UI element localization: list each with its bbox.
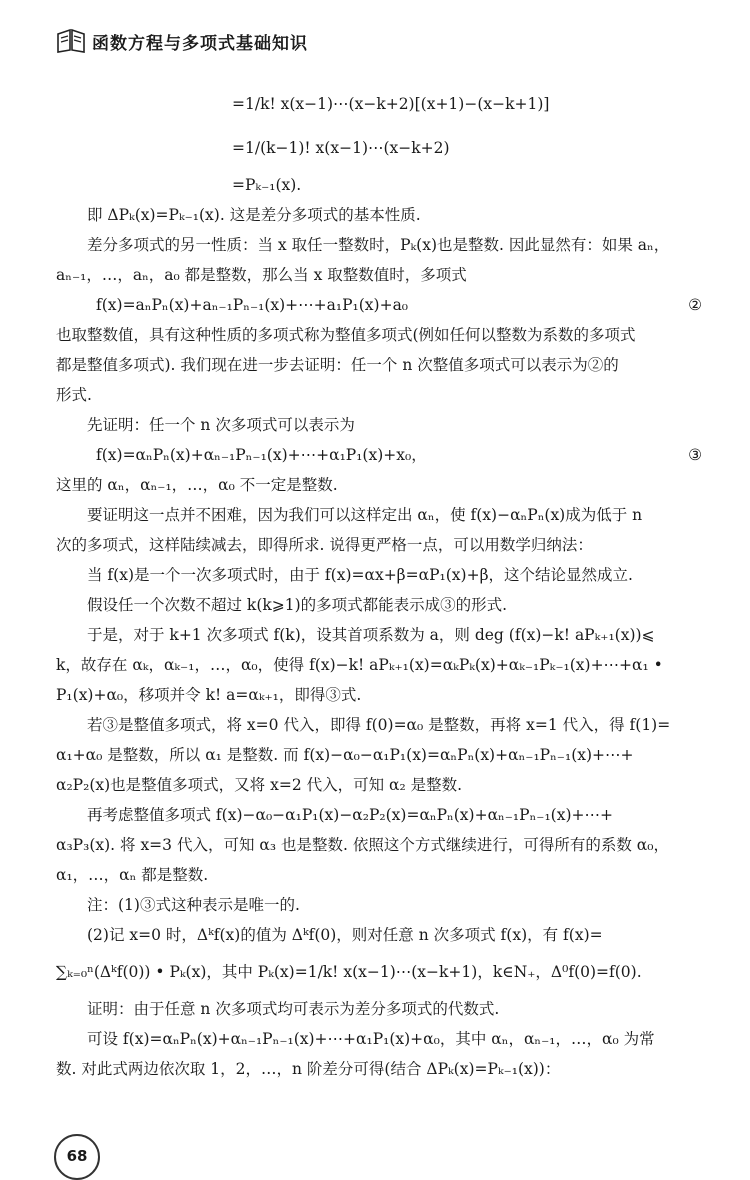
- line-text: 差分多项式的另一性质：当 x 取任一整数时，Pₖ(x)也是整数. 因此显然有：如果 aₙ，: [87, 236, 670, 254]
- line-text: =Pₖ₋₁(x).: [232, 176, 302, 194]
- equation-number: ③: [688, 446, 702, 464]
- text-line: [56, 830, 704, 860]
- text-line: [56, 1024, 704, 1054]
- line-text: 可设 f(x)=αₙPₙ(x)+αₙ₋₁Pₙ₋₁(x)+⋯+α₁P₁(x)+α₀，其中 αₙ，αₙ₋₁，…，α₀ 为常: [87, 1030, 655, 1048]
- line-text: 这里的 αₙ，αₙ₋₁，…，α₀ 不一定是整数.: [56, 476, 338, 494]
- text-line: [56, 770, 704, 800]
- line-text: 先证明：任一个 n 次多项式可以表示为: [87, 416, 355, 434]
- page-body: [56, 82, 704, 1084]
- text-line: [56, 380, 704, 410]
- line-text: ∑ₖ₌₀ⁿ(Δᵏf(0)) • Pₖ(x)，其中 Pₖ(x)=1/k! x(x−1)⋯(x−k+1)，k∈N₊，Δ⁰f(0)=f(0).: [56, 963, 642, 981]
- text-line: [56, 590, 704, 620]
- text-line: [56, 800, 704, 830]
- line-text: aₙ₋₁，…，aₙ，a₀ 都是整数，那么当 x 取整数值时，多项式: [56, 266, 467, 284]
- line-text: 于是，对于 k+1 次多项式 f(k)，设其首项系数为 a，则 deg (f(x)−k! aPₖ₊₁(x))⩽: [87, 626, 655, 644]
- text-line: [56, 200, 704, 230]
- text-line: [56, 260, 704, 290]
- line-text: k，故存在 αₖ，αₖ₋₁，…，α₀，使得 f(x)−k! aPₖ₊₁(x)=αₖPₖ(x)+αₖ₋₁Pₖ₋₁(x)+⋯+α₁ •: [56, 656, 663, 674]
- text-line: [56, 530, 704, 560]
- text-line: [56, 680, 704, 710]
- text-line: [56, 170, 704, 200]
- line-text: f(x)=αₙPₙ(x)+αₙ₋₁Pₙ₋₁(x)+⋯+α₁P₁(x)+x₀，: [96, 446, 427, 464]
- text-line: [56, 890, 704, 920]
- equation-number: ②: [688, 296, 702, 314]
- text-line: [56, 230, 704, 260]
- line-text: 次的多项式，这样陆续减去，即得所求. 说得更严格一点，可以用数学归纳法：: [56, 536, 593, 554]
- text-line: [56, 290, 704, 320]
- line-text: P₁(x)+α₀，移项并令 k! a=αₖ₊₁，即得③式.: [56, 686, 362, 704]
- line-text: 证明：由于任意 n 次多项式均可表示为差分多项式的代数式.: [87, 1000, 500, 1018]
- line-text: 注：(1)③式这种表示是唯一的.: [87, 896, 300, 914]
- text-line: [56, 500, 704, 530]
- book-logo-icon: [56, 28, 86, 54]
- line-text: 都是整值多项式). 我们现在进一步去证明：任一个 n 次整值多项式可以表示为②的: [56, 356, 619, 374]
- text-line: [56, 920, 704, 950]
- line-text: 形式.: [56, 386, 92, 404]
- text-line: [56, 350, 704, 380]
- header-title: 函数方程与多项式基础知识: [92, 33, 308, 54]
- text-line: [56, 440, 704, 470]
- line-text: α₂P₂(x)也是整值多项式，又将 x=2 代入，可知 α₂ 是整数.: [56, 776, 463, 794]
- text-line: [56, 470, 704, 500]
- text-line: [56, 710, 704, 740]
- page-number: 68: [54, 1134, 100, 1180]
- line-text: f(x)=aₙPₙ(x)+aₙ₋₁Pₙ₋₁(x)+⋯+a₁P₁(x)+a₀: [96, 296, 409, 314]
- line-text: 数. 对此式两边依次取 1，2，…，n 阶差分可得(结合 ΔPₖ(x)=Pₖ₋₁(x))：: [56, 1060, 561, 1078]
- text-line: [56, 994, 704, 1024]
- text-line: [56, 950, 704, 994]
- text-line: [56, 620, 704, 650]
- text-line: [56, 410, 704, 440]
- line-text: (2)记 x=0 时，Δᵏf(x)的值为 Δᵏf(0)，则对任意 n 次多项式 f(x)，有 f(x)=: [87, 926, 603, 944]
- text-line: [56, 82, 704, 126]
- running-header: [56, 26, 308, 56]
- text-line: [56, 126, 704, 170]
- line-text: 假设任一个次数不超过 k(k⩾1)的多项式都能表示成③的形式.: [87, 596, 508, 614]
- line-text: 也取整数值，具有这种性质的多项式称为整值多项式(例如任何以整数为系数的多项式: [56, 326, 636, 344]
- text-line: [56, 740, 704, 770]
- line-text: α₃P₃(x). 将 x=3 代入，可知 α₃ 也是整数. 依照这个方式继续进行，可得所有的系数 α₀，: [56, 836, 669, 854]
- line-text: =1/(k−1)! x(x−1)⋯(x−k+2): [232, 139, 450, 157]
- line-text: 若③是整值多项式，将 x=0 代入，即得 f(0)=α₀ 是整数，再将 x=1 代入，得 f(1)=: [87, 716, 671, 734]
- line-text: =1/k! x(x−1)⋯(x−k+2)[(x+1)−(x−k+1)]: [232, 95, 550, 113]
- line-text: α₁+α₀ 是整数，所以 α₁ 是整数. 而 f(x)−α₀−α₁P₁(x)=αₙPₙ(x)+αₙ₋₁Pₙ₋₁(x)+⋯+: [56, 746, 634, 764]
- text-line: [56, 1054, 704, 1084]
- line-text: 即 ΔPₖ(x)=Pₖ₋₁(x). 这是差分多项式的基本性质.: [87, 206, 421, 224]
- text-line: [56, 320, 704, 350]
- text-line: [56, 860, 704, 890]
- text-line: [56, 650, 704, 680]
- line-text: 当 f(x)是一个一次多项式时，由于 f(x)=αx+β=αP₁(x)+β，这个结论显然成立.: [87, 566, 633, 584]
- text-line: [56, 560, 704, 590]
- line-text: 再考虑整值多项式 f(x)−α₀−α₁P₁(x)−α₂P₂(x)=αₙPₙ(x)+αₙ₋₁Pₙ₋₁(x)+⋯+: [87, 806, 613, 824]
- line-text: 要证明这一点并不困难，因为我们可以这样定出 αₙ，使 f(x)−αₙPₙ(x)成为低于 n: [87, 506, 643, 524]
- line-text: α₁，…，αₙ 都是整数.: [56, 866, 209, 884]
